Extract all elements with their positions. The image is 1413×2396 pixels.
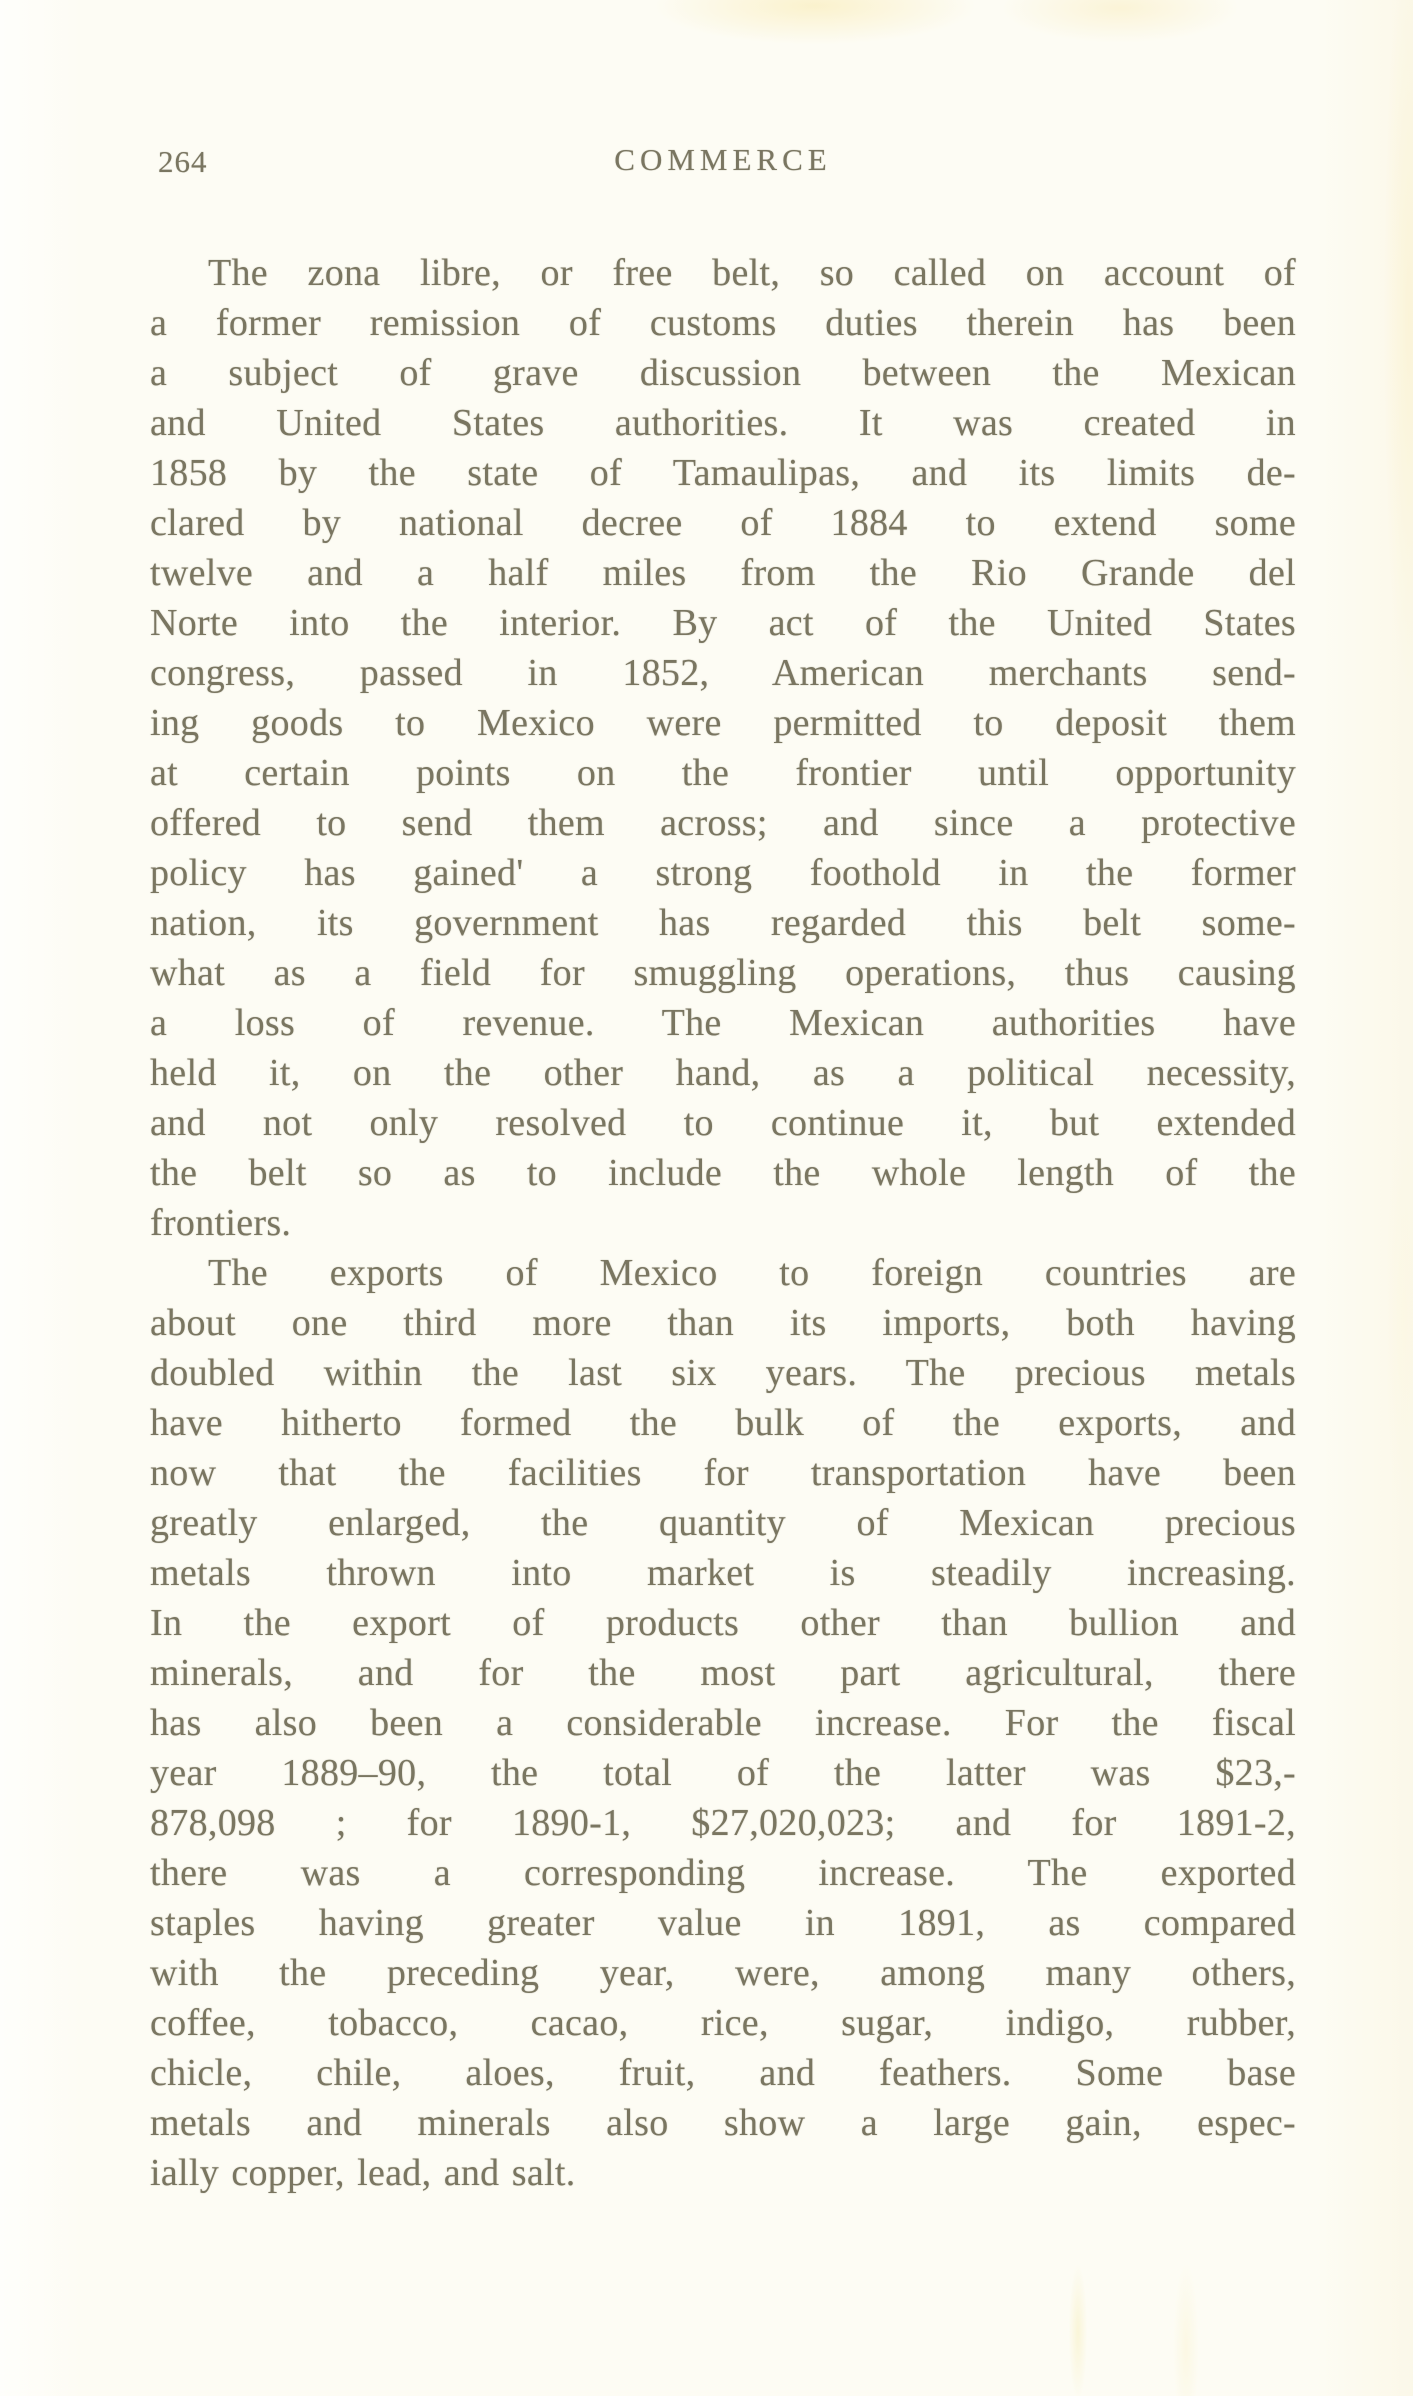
text-line: chicle, chile, aloes, fruit, and feathers. Some base [150,2052,1296,2094]
text-line: at certain points on the frontier until opportunity [150,752,1296,794]
text-line: greatly enlarged, the quantity of Mexican precious [150,1502,1296,1544]
text-line: The exports of Mexico to foreign countries are [208,1252,1296,1294]
text-line: frontiers. [150,1202,292,1244]
paragraph [150,1248,1296,2198]
text-line: with the preceding year, were, among many others, [150,1952,1296,1994]
text-line: have hitherto formed the bulk of the exports, and [150,1402,1296,1444]
text-line: nation, its government has regarded this belt some- [150,902,1296,944]
text-line: 878,098 ; for 1890-1, $27,020,023; and for 1891-2, [150,1802,1296,1844]
text-block [150,248,1296,2198]
page-number: 264 [158,144,208,179]
text-line: In the export of products other than bullion and [150,1602,1296,1644]
text-line: about one third more than its imports, both having [150,1302,1296,1344]
running-header: COMMERCE [614,142,832,177]
text-line: ially copper, lead, and salt. [150,2152,576,2194]
text-line: The zona libre, or free belt, so called on account of [208,252,1296,294]
text-line: held it, on the other hand, as a political necessity, [150,1052,1296,1094]
text-line: and United States authorities. It was created in [150,402,1296,444]
text-line: congress, passed in 1852, American merchants send- [150,652,1296,694]
text-line: metals thrown into market is steadily increasing. [150,1552,1296,1594]
paragraph [150,248,1296,1248]
text-line: year 1889–90, the total of the latter was $23,- [150,1752,1296,1794]
text-line: doubled within the last six years. The precious metals [150,1352,1296,1394]
text-line: offered to send them across; and since a protective [150,802,1296,844]
text-line: metals and minerals also show a large gain, espec- [150,2102,1296,2144]
text-line: there was a corresponding increase. The exported [150,1852,1296,1894]
text-line: what as a field for smuggling operations, thus causing [150,952,1296,994]
text-line: a former remission of customs duties therein has been [150,302,1296,344]
text-line: now that the facilities for transportation have been [150,1452,1296,1494]
text-line: a loss of revenue. The Mexican authorities have [150,1002,1296,1044]
text-line: the belt so as to include the whole length of the [150,1152,1296,1194]
text-line: 1858 by the state of Tamaulipas, and its limits de- [150,452,1296,494]
text-line: policy has gained' a strong foothold in the former [150,852,1296,894]
text-line: and not only resolved to continue it, but extended [150,1102,1296,1144]
text-line: ing goods to Mexico were permitted to deposit them [150,702,1296,744]
text-line: coffee, tobacco, cacao, rice, sugar, indigo, rubber, [150,2002,1296,2044]
text-line: Norte into the interior. By act of the United States [150,602,1296,644]
text-line: clared by national decree of 1884 to extend some [150,502,1296,544]
text-line: staples having greater value in 1891, as compared [150,1902,1296,1944]
text-line: twelve and a half miles from the Rio Grande del [150,552,1296,594]
text-line: a subject of grave discussion between the Mexican [150,352,1296,394]
text-line: minerals, and for the most part agricultural, there [150,1652,1296,1694]
text-line: has also been a considerable increase. For the fiscal [150,1702,1296,1744]
page-header [150,140,1296,184]
